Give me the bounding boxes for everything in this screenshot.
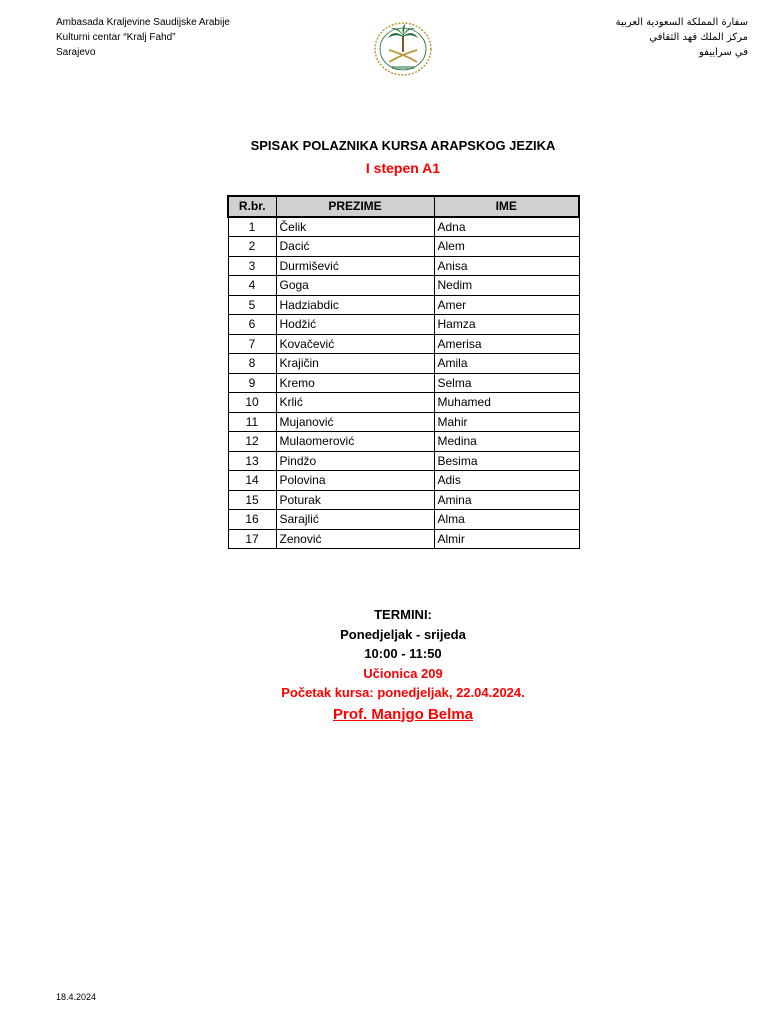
row-surname: Mujanović: [276, 412, 434, 432]
table-row: [228, 315, 579, 335]
table-row: [228, 354, 579, 374]
row-name: Selma: [434, 373, 579, 393]
row-number: 6: [228, 315, 276, 335]
row-number: 3: [228, 256, 276, 276]
row-number: 7: [228, 334, 276, 354]
header-embassy-info: [56, 15, 230, 60]
row-surname: Mulaomerović: [276, 432, 434, 452]
table-row: [228, 373, 579, 393]
row-surname: Durmišević: [276, 256, 434, 276]
row-number: 1: [228, 217, 276, 237]
row-name: Adis: [434, 471, 579, 491]
row-number: 11: [228, 412, 276, 432]
row-number: 17: [228, 529, 276, 549]
row-number: 16: [228, 510, 276, 530]
professor-name: Prof. Manjgo Belma: [332, 705, 474, 723]
row-name: Besima: [434, 451, 579, 471]
table-row: [228, 510, 579, 530]
row-surname: Pindžo: [276, 451, 434, 471]
row-name: Hamza: [434, 315, 579, 335]
row-surname: Kovačević: [276, 334, 434, 354]
row-number: 5: [228, 295, 276, 315]
row-number: 8: [228, 354, 276, 374]
saudi-emblem-icon: [372, 20, 434, 78]
classroom: Učionica 209: [363, 665, 443, 681]
row-surname: Polovina: [276, 471, 434, 491]
schedule-block: [0, 605, 768, 727]
table-row: [228, 412, 579, 432]
table-row: [228, 451, 579, 471]
row-number: 15: [228, 490, 276, 510]
table-row: [228, 471, 579, 491]
header-left-line-2: Kulturni centar “Kralj Fahd”: [56, 32, 176, 43]
row-number: 4: [228, 276, 276, 296]
termini-label: TERMINI:: [374, 607, 432, 622]
header-arabic-info: [616, 15, 748, 60]
row-surname: Goga: [276, 276, 434, 296]
row-number: 14: [228, 471, 276, 491]
row-surname: Zenović: [276, 529, 434, 549]
row-surname: Hadziabdic: [276, 295, 434, 315]
row-surname: Hodžić: [276, 315, 434, 335]
row-name: Mahir: [434, 412, 579, 432]
row-surname: Krajičin: [276, 354, 434, 374]
row-surname: Krlić: [276, 393, 434, 413]
row-name: Muhamed: [434, 393, 579, 413]
row-name: Amila: [434, 354, 579, 374]
row-name: Amer: [434, 295, 579, 315]
table-row: [228, 256, 579, 276]
column-header-surname: PREZIME: [276, 196, 434, 217]
table-row: [228, 217, 579, 237]
header-right-line-1: سفارة المملكة السعودية العربية: [615, 17, 748, 28]
table-row: [228, 334, 579, 354]
row-surname: Sarajlić: [276, 510, 434, 530]
table-row: [228, 393, 579, 413]
row-surname: Čelik: [276, 217, 434, 237]
row-name: Amina: [434, 490, 579, 510]
column-header-name: IME: [434, 196, 579, 217]
row-name: Amerisa: [434, 334, 579, 354]
row-number: 13: [228, 451, 276, 471]
row-name: Alma: [434, 510, 579, 530]
schedule-days: Ponedjeljak - srijeda: [340, 626, 466, 642]
header-left-line-1: Ambasada Kraljevine Saudijske Arabije: [56, 17, 230, 28]
row-name: Nedim: [434, 276, 579, 296]
participants-table: [227, 195, 580, 549]
header-right-line-3: في سراييفو: [699, 47, 748, 58]
row-surname: Dacić: [276, 237, 434, 257]
row-number: 9: [228, 373, 276, 393]
table-row: [228, 295, 579, 315]
column-header-number: R.br.: [228, 196, 276, 217]
table-row: [228, 529, 579, 549]
table-header-row: [228, 196, 579, 217]
table-row: [228, 237, 579, 257]
document-subtitle: I stepen A1: [365, 160, 441, 176]
header-left-line-3: Sarajevo: [56, 47, 96, 58]
row-name: Medina: [434, 432, 579, 452]
table-row: [228, 276, 579, 296]
row-name: Anisa: [434, 256, 579, 276]
footer-date: 18.4.2024: [56, 992, 97, 1002]
course-start: Početak kursa: ponedjeljak, 22.04.2024.: [281, 685, 525, 700]
row-name: Almir: [434, 529, 579, 549]
row-surname: Poturak: [276, 490, 434, 510]
row-surname: Kremo: [276, 373, 434, 393]
row-number: 12: [228, 432, 276, 452]
document-title: SPISAK POLAZNIKA KURSA ARAPSKOG JEZIKA: [250, 138, 556, 153]
row-name: Alem: [434, 237, 579, 257]
row-number: 2: [228, 237, 276, 257]
header-right-line-2: مركز الملك فهد الثقافي: [649, 32, 748, 43]
row-name: Adna: [434, 217, 579, 237]
table-row: [228, 490, 579, 510]
schedule-time: 10:00 - 11:50: [364, 646, 442, 661]
row-number: 10: [228, 393, 276, 413]
table-row: [228, 432, 579, 452]
